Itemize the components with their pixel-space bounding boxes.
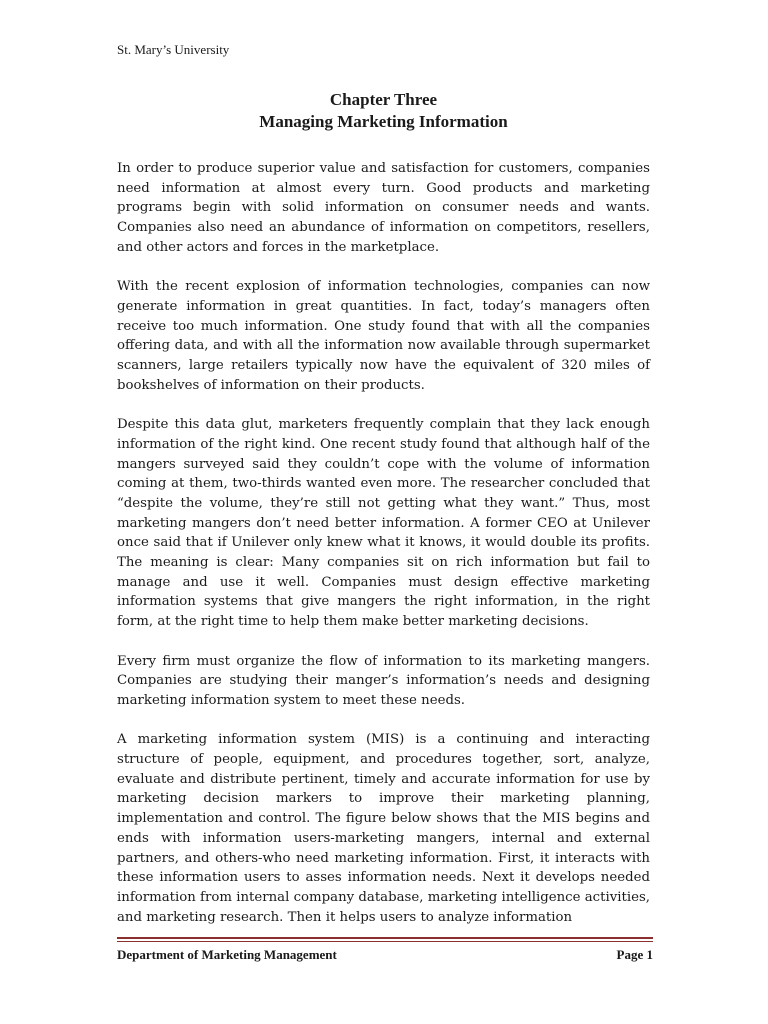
footer-department: Department of Marketing Management — [117, 947, 337, 962]
footer-rule-thin — [117, 941, 653, 942]
paragraph: In order to produce superior value and satisfaction for customers, companies need information at almost every turn. Good products and marketing programs begin with solid information on consumer needs and wants. Companies also need an abundance of information on competitors, resellers, and other actors and forces in the marketplace. — [117, 161, 650, 255]
paragraph: A marketing information system (MIS) is a continuing and interacting structure of people, equipment, and procedures together, sort, analyze, evaluate and distribute pertinent, timely and accurate information for use by marketing decision markers to improve their marketing planning, implementation and control. The figure below shows that the MIS begins and ends with information users-marketing mangers, internal and external partners, and others-who need marketing information. First, it interacts with these information users to asses information needs. Next it develops needed information from internal company database, marketing intelligence activities, and marketing research. Then it helps users to analyze information — [117, 732, 650, 925]
paragraph: Despite this data glut, marketers frequently complain that they lack enough information of the right kind. One recent study found that although half of the mangers surveyed said they couldn’t cope with the volume of information coming at them, two-thirds wanted even more. The researcher concluded that “despite the volume, they’re still not getting what they want.” Thus, most marketing mangers don’t need better information. A former CEO at Unilever once said that if Unilever only knew what it knows, it would double its profits. The meaning is clear: Many companies sit on rich information but fail to manage and use it well. Companies must design effective marketing information systems that give mangers the right information, in the right form, at the right time to help them make better marketing decisions. — [117, 417, 650, 630]
paragraph: Every firm must organize the flow of information to its marketing mangers. Companies are studying their manger’s information’s needs and designing marketing information system to meet these needs. — [117, 653, 650, 708]
chapter-subtitle: Managing Marketing Information — [259, 112, 508, 131]
chapter-title: Chapter Three — [329, 90, 438, 109]
footer-rule-thick — [117, 937, 653, 939]
running-header: St. Mary’s University — [117, 42, 230, 57]
footer-divider — [117, 937, 653, 944]
chapter-title-block — [117, 89, 650, 133]
body-text — [117, 159, 650, 947]
paragraph: With the recent explosion of information technologies, companies can now generate information in great quantities. In fact, today’s managers often receive too much information. One study found that with all the companies offering data, and with all the information now available through supermarket scanners, large retailers typically now have the equivalent of 320 miles of bookshelves of information on their products. — [117, 279, 650, 393]
page-number: Page 1 — [616, 947, 653, 962]
